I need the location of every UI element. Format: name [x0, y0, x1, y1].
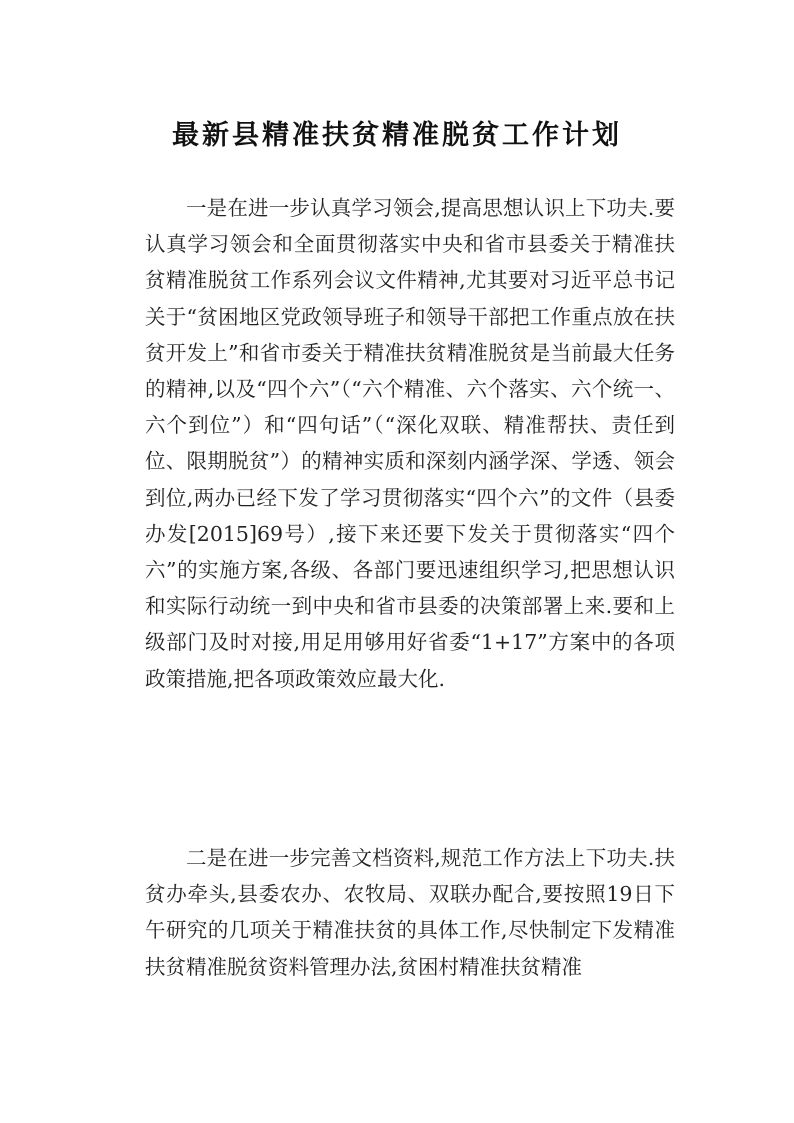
paragraph-2: 二是在进一步完善文档资料,规范工作方法上下功夫.扶贫办牵头,县委农办、农牧局、双联办配合,要按照19日下午研究的几项关于精准扶贫的具体工作,尽快制定下发精准扶贫精准脱贫资料管理办法,贫困村精准扶贫精准 [145, 846, 675, 979]
document-title: 最新县精准扶贫精准脱贫工作计划 [172, 120, 622, 151]
paragraph-1: 一是在进一步认真学习领会,提高思想认识上下功夫.要认真学习领会和全面贯彻落实中央和省市县委关于精准扶贫精准脱贫工作系列会议文件精神,尤其要对习近平总书记关于“贫困地区党政领导班子和领导干部把工作重点放在扶贫开发上”和省市委关于精准扶贫精准脱贫是当前最大任务的精神,以及“四个六”（“六个精准、六个落实、六个统一、六个到位”）和“四句话”（“深化双联、精准帮扶、责任到位、限期脱贫”）的精神实质和深刻内涵学深、学透、领会到位,两办已经下发了学习贯彻落实“四个六”的文件（县委办发[2015]69号）,接下来还要下发关于贯彻落实“四个六”的实施方案,各级、各部门要迅速组织学习,把思想认识和实际行动统一到中央和省市县委的决策部署上来.要和上级部门及时对接,用足用够用好省委“1+17”方案中的各项政策措施,把各项政策效应最大化. [145, 196, 675, 691]
